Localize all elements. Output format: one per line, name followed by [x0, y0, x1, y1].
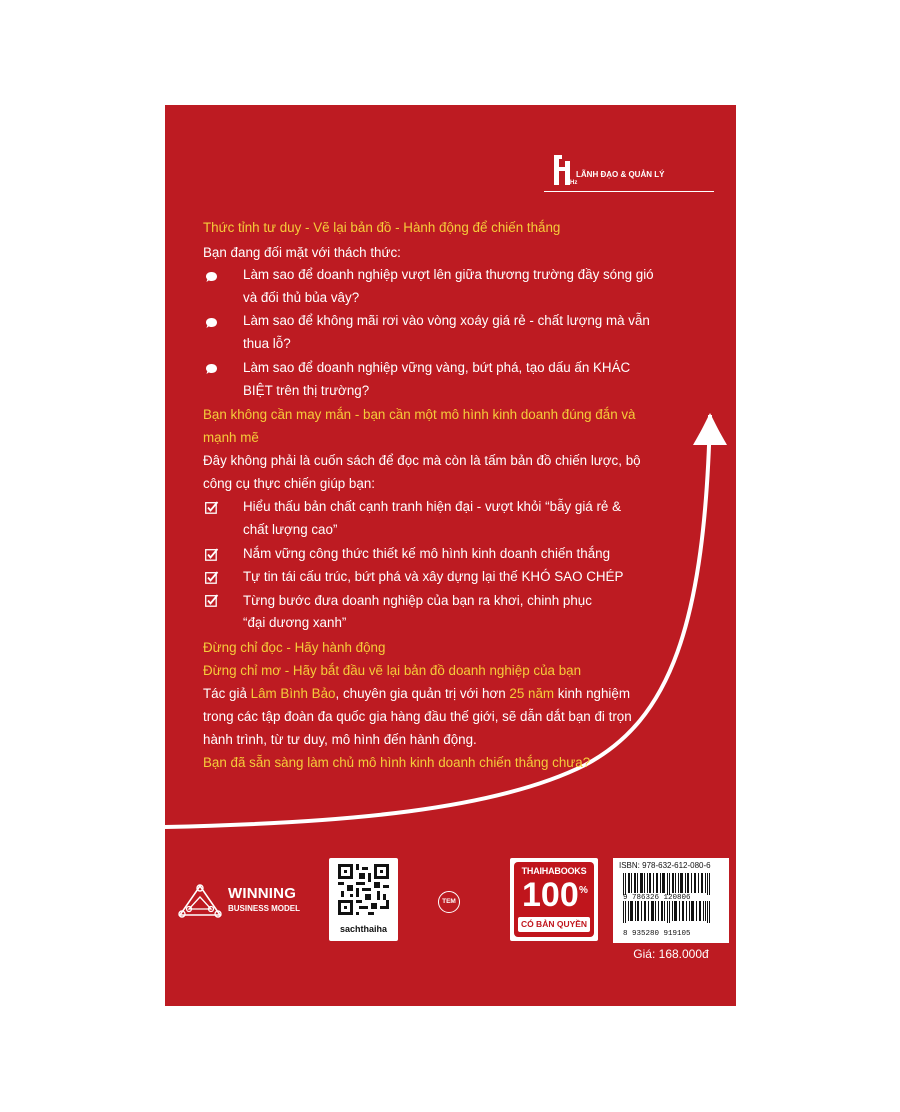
- publisher-h-logo-icon: [552, 151, 576, 187]
- book-back-cover: [165, 105, 736, 1006]
- closing-question: Bạn đã sẵn sàng làm chủ mô hình kinh doanh chiến thắng chưa?: [203, 755, 591, 770]
- benefit-3: Tự tin tái cấu trúc, bứt phá và xây dựng lại thế KHÓ SAO CHÉP: [243, 569, 624, 584]
- challenge-1-line2: và đối thủ bủa vây?: [243, 290, 360, 305]
- heading-business-model-cont: mạnh mẽ: [203, 430, 259, 445]
- speech-bubble-bullet-icon: [205, 363, 218, 375]
- barcode-card: [613, 858, 729, 943]
- benefit-2: Nắm vững công thức thiết kế mô hình kinh doanh chiến thắng: [243, 546, 611, 561]
- author-line-3: hành trình, từ tư duy, mô hình đến hành động.: [203, 732, 477, 747]
- thaihabooks-100: 100: [522, 876, 579, 914]
- price-label: Giá: 168.000đ: [633, 947, 709, 961]
- logo-winning: WINNING: [228, 885, 297, 902]
- copyright-band: CÓ BẢN QUYỀN: [518, 917, 590, 932]
- checkbox-checked-icon: [205, 571, 218, 584]
- author-text: Tác giả: [203, 686, 251, 701]
- checkbox-checked-icon: [205, 594, 218, 607]
- heading-business-model: Bạn không cần may mắn - bạn cần một mô hình kinh doanh đúng đắn và: [203, 407, 636, 422]
- challenge-1-line1: Làm sao để doanh nghiệp vượt lên giữa thương trường đầy sóng gió: [243, 267, 654, 282]
- benefit-1-line2: chất lượng cao”: [243, 522, 338, 537]
- isbn-barcode-digits: 9 786326 120806: [623, 894, 691, 902]
- heading-awaken: Thức tỉnh tư duy - Vẽ lại bản đồ - Hành động để chiến thắng: [203, 220, 561, 235]
- intro-text: Bạn đang đối mặt với thách thức:: [203, 245, 401, 260]
- publisher-category: LÃNH ĐẠO & QUẢN LÝ: [576, 170, 665, 179]
- ean-barcode-digits: 8 935280 919105: [623, 930, 691, 938]
- challenge-2-line2: thua lỗ?: [243, 336, 291, 351]
- checkbox-checked-icon: [205, 548, 218, 561]
- benefit-4-line1: Từng bước đưa doanh nghiệp của bạn ra khơi, chinh phục: [243, 593, 592, 608]
- speech-bubble-bullet-icon: [205, 317, 218, 329]
- author-text: , chuyên gia quản trị với hơn: [335, 686, 510, 701]
- qr-code-card[interactable]: [329, 858, 398, 941]
- isbn-text: ISBN: 978-632-612-080-6: [619, 861, 711, 870]
- publisher-logo: [560, 151, 730, 201]
- author-text: kinh nghiệm: [554, 686, 631, 701]
- heading-act: Đừng chỉ đọc - Hãy hành động: [203, 640, 386, 655]
- heading-redraw: Đừng chỉ mơ - Hãy bắt đầu vẽ lại bản đồ doanh nghiệp của bạn: [203, 663, 582, 678]
- challenge-3-line1: Làm sao để doanh nghiệp vững vàng, bứt phá, tạo dấu ấn KHÁC: [243, 360, 631, 375]
- author-line-2: trong các tập đoàn đa quốc gia hàng đầu thế giới, sẽ dẫn dắt bạn đi trọn: [203, 709, 632, 724]
- thaihabooks-percent: %: [579, 885, 588, 896]
- para-line-1: Đây không phải là cuốn sách để đọc mà còn là tấm bản đồ chiến lược, bộ: [203, 453, 641, 468]
- benefit-1-line1: Hiểu thấu bản chất cạnh tranh hiện đại - vượt khỏi “bẫy giá rẻ &: [243, 499, 622, 514]
- author-name: Lâm Bình Bảo: [250, 686, 336, 701]
- checkbox-checked-icon: [205, 501, 218, 514]
- thaihabooks-brand: THAIHABOOKS: [521, 866, 587, 876]
- logo-business-model: BUSINESS MODEL: [228, 904, 301, 913]
- thaihabooks-badge: [510, 858, 598, 941]
- benefit-4-line2: “đại dương xanh”: [243, 615, 347, 630]
- para-line-2: công cụ thực chiến giúp bạn:: [203, 476, 375, 491]
- qr-code-icon: [338, 864, 389, 915]
- tem-seal: TEM: [438, 891, 460, 913]
- winning-business-model-logo-icon: [177, 883, 223, 919]
- svg-text:Hz: Hz: [570, 180, 578, 186]
- author-years: 25 năm: [509, 686, 555, 701]
- challenge-2-line1: Làm sao để không mãi rơi vào vòng xoáy giá rẻ - chất lượng mà vẫn: [243, 313, 650, 328]
- challenge-3-line2: BIỆT trên thị trường?: [243, 383, 370, 398]
- qr-caption: sachthaiha: [339, 924, 388, 934]
- thaihabooks-badge-inner: [514, 862, 594, 937]
- author-line-1: [203, 683, 630, 705]
- publisher-divider: [544, 191, 714, 192]
- speech-bubble-bullet-icon: [205, 271, 218, 283]
